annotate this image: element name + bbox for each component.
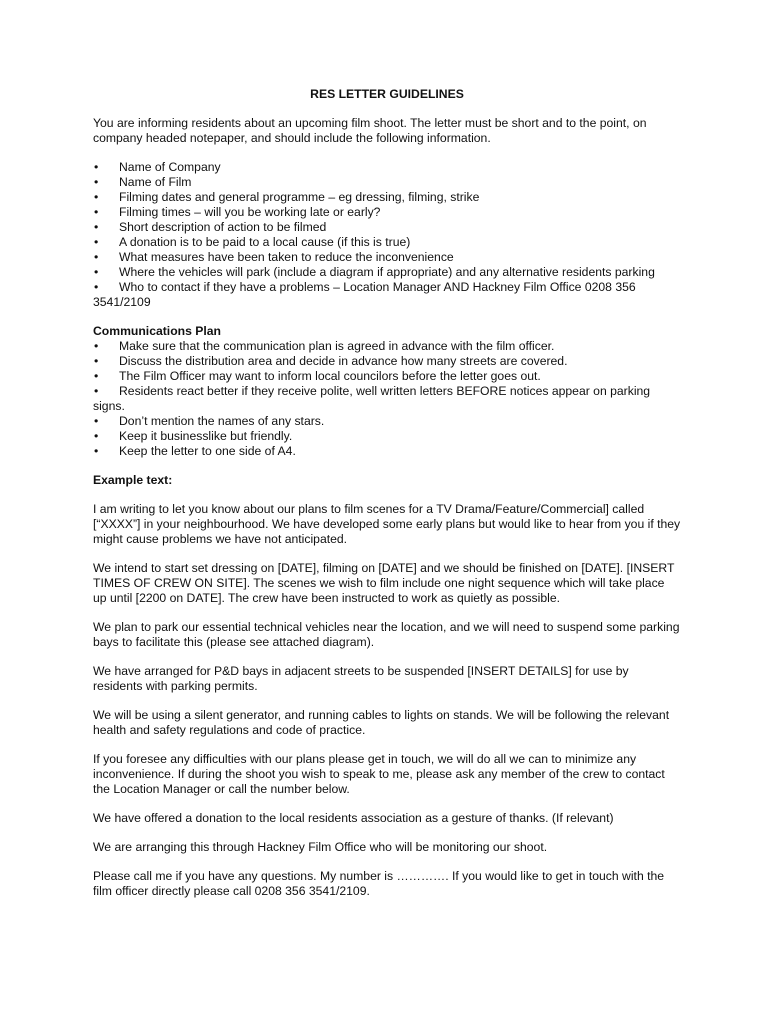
list-item-text: Keep the letter to one side of A4.: [119, 444, 296, 458]
comms-heading: Communications Plan: [93, 324, 221, 338]
info-list: [93, 160, 681, 310]
bullet-icon: •: [94, 280, 99, 294]
list-item: [93, 339, 681, 354]
example-heading: Example text:: [93, 473, 173, 487]
intro-paragraph: You are informing residents about an upcoming film shoot. The letter must be short and to the point, on company headed notepaper, and should include the following information.: [93, 116, 647, 145]
list-item: [93, 429, 681, 444]
bullet-icon: •: [94, 265, 99, 279]
document-title: RES LETTER GUIDELINES: [310, 87, 464, 101]
list-item-text: Filming times – will you be working late or early?: [119, 205, 381, 219]
list-item: [93, 160, 681, 175]
list-item: [93, 220, 681, 235]
list-item-text: What measures have been taken to reduce the inconvenience: [119, 250, 454, 264]
list-item-text: The Film Officer may want to inform local councilors before the letter goes out.: [119, 369, 541, 383]
list-item: [93, 414, 681, 429]
list-item: [93, 175, 681, 190]
spacer: [93, 310, 681, 324]
list-item-text: Who to contact if they have a problems – Location Manager AND Hackney Film Office 0208 356 3541/2109: [93, 280, 636, 309]
example-paragraph: I am writing to let you know about our plans to film scenes for a TV Drama/Feature/Commercial] called [“XXXX”] in your neighbourhood. We have developed some early plans but would like to hear from you if they might cause problems we have not anticipated.: [93, 502, 681, 546]
list-item-text: Don’t mention the names of any stars.: [119, 414, 325, 428]
list-item: [93, 369, 681, 384]
bullet-icon: •: [94, 444, 99, 458]
list-item-text: Make sure that the communication plan is agreed in advance with the film officer.: [119, 339, 555, 353]
bullet-icon: •: [94, 250, 99, 264]
list-item: [93, 444, 681, 459]
list-item-text: Name of Company: [119, 160, 221, 174]
example-paragraph: We have offered a donation to the local residents association as a gesture of thanks. (If relevant): [93, 811, 614, 825]
list-item-text: Residents react better if they receive polite, well written letters BEFORE notices appear on parking signs.: [93, 384, 651, 413]
list-item-text: Keep it businesslike but friendly.: [119, 429, 293, 443]
list-item-text: Filming dates and general programme – eg dressing, filming, strike: [119, 190, 480, 204]
example-paragraph: We plan to park our essential technical vehicles near the location, and we will need to suspend some parking bays to facilitate this (please see attached diagram).: [93, 620, 680, 649]
list-item: [93, 235, 681, 250]
list-item: [93, 250, 681, 265]
comms-list: [93, 339, 681, 459]
bullet-icon: •: [94, 414, 99, 428]
example-paragraph: If you foresee any difficulties with our plans please get in touch, we will do all we can to minimize any inconvenience. If during the shoot you wish to speak to me, please ask any member of the crew to contact the Location Manager or call the number below.: [93, 752, 665, 796]
bullet-icon: •: [94, 160, 99, 174]
example-paragraph: We will be using a silent generator, and running cables to lights on stands. We will be following the relevant health and safety regulations and code of practice.: [93, 708, 670, 737]
list-item: [93, 280, 681, 310]
example-paragraph: We are arranging this through Hackney Film Office who will be monitoring our shoot.: [93, 840, 548, 854]
bullet-icon: •: [94, 429, 99, 443]
spacer: [93, 459, 681, 473]
list-item-text: Short description of action to be filmed: [119, 220, 327, 234]
list-item: [93, 190, 681, 205]
list-item: [93, 205, 681, 220]
list-item-text: Discuss the distribution area and decide in advance how many streets are covered.: [119, 354, 568, 368]
bullet-icon: •: [94, 205, 99, 219]
example-paragraph: We have arranged for P&D bays in adjacent streets to be suspended [INSERT DETAILS] for use by residents with parking permits.: [93, 664, 629, 693]
bullet-icon: •: [94, 190, 99, 204]
list-item-text: A donation is to be paid to a local cause (if this is true): [119, 235, 411, 249]
bullet-icon: •: [94, 384, 99, 398]
list-item-text: Where the vehicles will park (include a diagram if appropriate) and any alternative residents parking: [119, 265, 655, 279]
bullet-icon: •: [94, 235, 99, 249]
bullet-icon: •: [94, 220, 99, 234]
bullet-icon: •: [94, 339, 99, 353]
list-item: [93, 265, 681, 280]
bullet-icon: •: [94, 354, 99, 368]
document-body: [93, 87, 681, 899]
list-item: [93, 384, 681, 414]
bullet-icon: •: [94, 369, 99, 383]
list-item: [93, 354, 681, 369]
example-paragraph: Please call me if you have any questions. My number is …………. If you would like to get in touch with the film officer directly please call 0208 356 3541/2109.: [93, 869, 665, 898]
list-item-text: Name of Film: [119, 175, 192, 189]
example-paragraph: We intend to start set dressing on [DATE], filming on [DATE] and we should be finished on [DATE]. [INSERT TIMES OF CREW ON SITE]. The scenes we wish to film include one night sequence which will take place up until [2200 on DATE]. The crew have been instructed to work as quietly as possible.: [93, 561, 675, 605]
bullet-icon: •: [94, 175, 99, 189]
